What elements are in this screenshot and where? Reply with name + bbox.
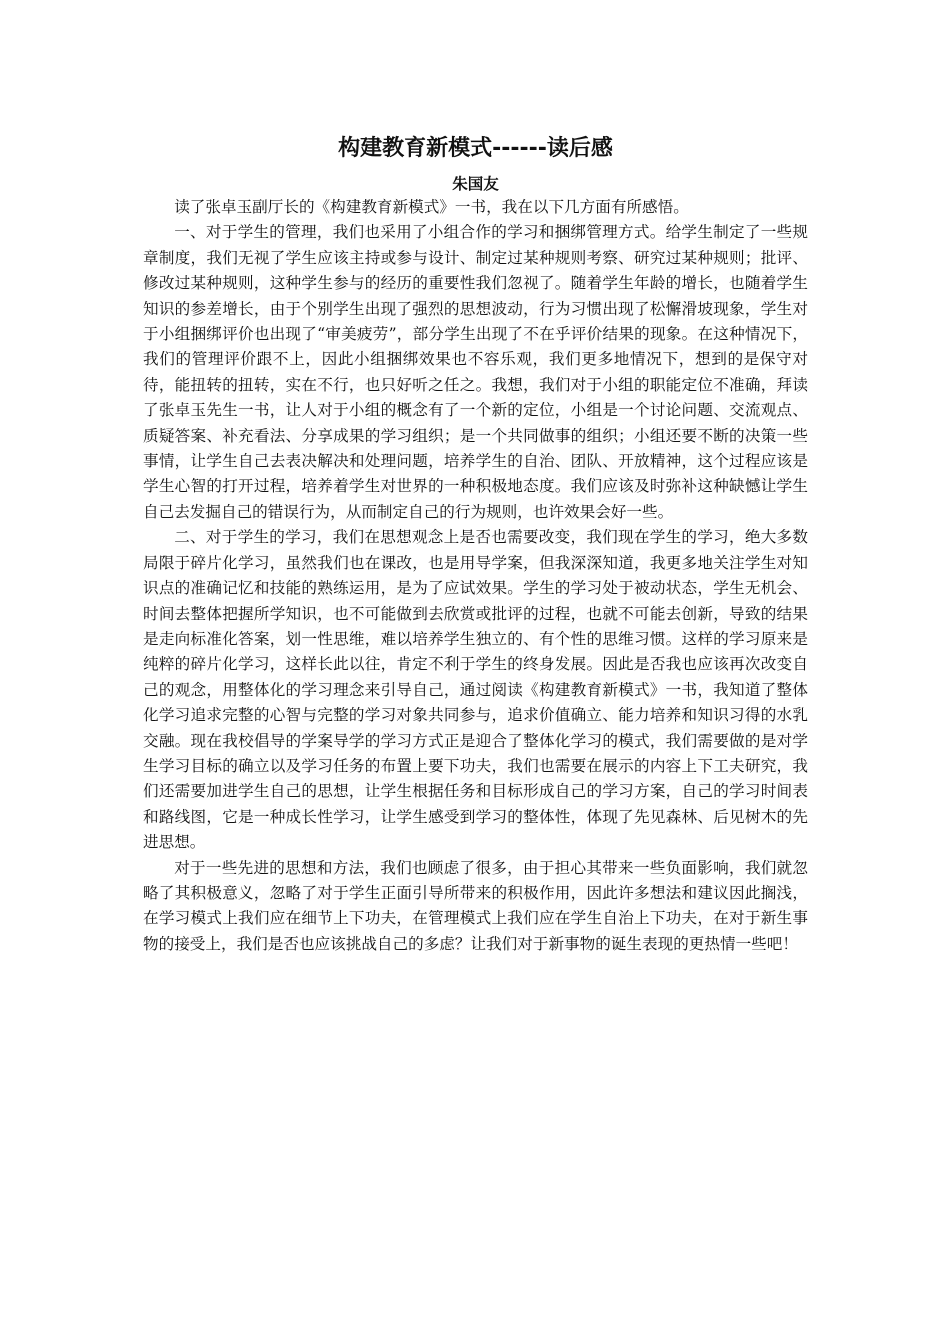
document-body — [143, 133, 808, 957]
paragraph-conclusion: 对于一些先进的思想和方法，我们也顾虑了很多，由于担心其带来一些负面影响，我们就忽略了其积极意义，忽略了对于学生正面引导所带来的积极作用，因此许多想法和建议因此搁浅，在学习模式上我们应在细节上下功夫，在管理模式上我们应在学生自治上下功夫，在对于新生事物的接受上，我们是否也应该挑战自己的多虑？让我们对于新事物的诞生表现的更热情一些吧！ — [143, 858, 808, 953]
paragraph-intro: 读了张卓玉副厅长的《构建教育新模式》一书，我在以下几方面有所感悟。 — [174, 198, 689, 216]
paragraph-student-management: 一、对于学生的管理，我们也采用了小组合作的学习和捆绑管理方式。给学生制定了一些规章制度，我们无视了学生应该主持或参与设计、制定过某种规则考察、研究过某种规则；批评、修改过某种规则，这种学生参与的经历的重要性我们忽视了。随着学生年龄的增长，也随着学生知识的参差增长，由于个别学生出现了强烈的思想波动，行为习惯出现了松懈滑坡现象，学生对于小组捆绑评价也出现了“审美疲劳”，部分学生出现了不在乎评价结果的现象。在这种情况下，我们的管理评价跟不上，因此小组捆绑效果也不容乐观，我们更多地情况下，想到的是保守对待，能扭转的扭转，实在不行，也只好听之任之。我想，我们对于小组的职能定位不准确，拜读了张卓玉先生一书，让人对于小组的概念有了一个新的定位，小组是一个讨论问题、交流观点、质疑答案、补充看法、分享成果的学习组织；是一个共同做事的组织；小组还要不断的决策一些事情，让学生自己去表决解决和处理问题，培养学生的自治、团队、开放精神，这个过程应该是学生心智的打开过程，培养着学生对世界的一种积极地态度。我们应该及时弥补这种缺憾让学生自己去发掘自己的错误行为，从而制定自己的行为规则，也许效果会好一些。 — [143, 223, 808, 521]
author-name: 朱国友 — [452, 175, 499, 193]
document-title: 构建教育新模式------读后感 — [338, 136, 613, 161]
paragraph-student-learning: 二、对于学生的学习，我们在思想观念上是否也需要改变，我们现在学生的学习，绝大多数局限于碎片化学习，虽然我们也在课改，也是用导学案，但我深深知道，我更多地关注学生对知识点的准确记忆和技能的熟练运用，是为了应试效果。学生的学习处于被动状态，学生无机会、时间去整体把握所学知识，也不可能做到去欣赏或批评的过程，也就不可能去创新，导致的结果是走向标准化答案，划一性思维，难以培养学生独立的、有个性的思维习惯。这样的学习原来是纯粹的碎片化学习，这样长此以往，肯定不利于学生的终身发展。因此是否我也应该再次改变自己的观念，用整体化的学习理念来引导自己，通过阅读《构建教育新模式》一书，我知道了整体化学习追求完整的心智与完整的学习对象共同参与，追求价值确立、能力培养和知识习得的水乳交融。现在我校倡导的学案导学的学习方式正是迎合了整体化学习的模式，我们需要做的是对学生学习目标的确立以及学习任务的布置上要下功夫，我们也需要在展示的内容上下工夫研究，我们还需要加进学生自己的思想，让学生根据任务和目标形成自己的学习方案，自己的学习时间表和路线图，它是一种成长性学习，让学生感受到学习的整体性，体现了先见森林、后见树木的先进思想。 — [143, 528, 808, 852]
